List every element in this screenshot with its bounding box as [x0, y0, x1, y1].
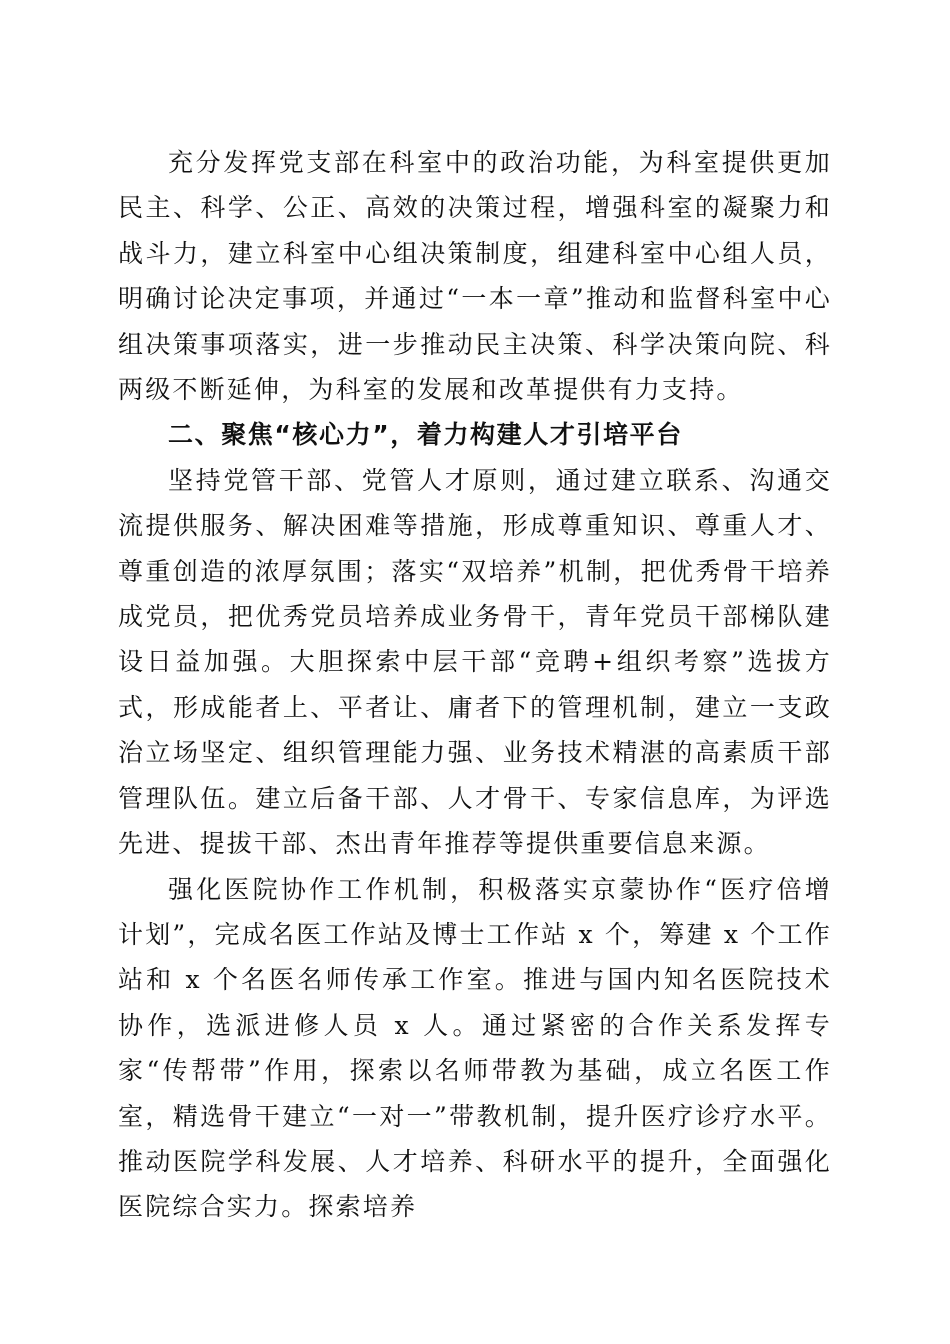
section-heading-2: 二、聚焦“核心力”，着力构建人才引培平台 — [168, 420, 683, 450]
paragraph-hospital-cooperation: 强化医院协作工作机制，积极落实京蒙协作“医疗倍增计划”，完成名医工作站及博士工作站 x 个，筹建 x 个工作站和 x 个名医名师传承工作室。推进与国内知名医院技术协作，选派进修人员 x 人。通过紧密的合作关系发挥专家“传帮带”作用，探索以名师带教为基础，成立名医工作室，精选骨干建立“一对一”带教机制，提升医疗诊疗水平。推动医院学科发展、人才培养、科研水平的提升，全面强化医院综合实力。探索培养 — [118, 874, 832, 1222]
paragraph-talent-principle: 坚持党管干部、党管人才原则，通过建立联系、沟通交流提供服务、解决困难等措施，形成尊重知识、尊重人才、尊重创造的浓厚氛围；落实“双培养”机制，把优秀骨干培养成党员，把优秀党员培养成业务骨干，青年党员干部梯队建设日益加强。大胆探索中层干部“竞聘+组织考察”选拔方式，形成能者上、平者让、庸者下的管理机制，建立一支政治立场坚定、组织管理能力强、业务技术精湛的高素质干部管理队伍。建立后备干部、人才骨干、专家信息库，为评选先进、提拔干部、杰出青年推荐等提供重要信息来源。 — [118, 465, 832, 859]
document-body — [118, 140, 832, 1230]
paragraph-party-branch: 充分发挥党支部在科室中的政治功能，为科室提供更加民主、科学、公正、高效的决策过程，增强科室的凝聚力和战斗力，建立科室中心组决策制度，组建科室中心组人员，明确讨论决定事项，并通过“一本一章”推动和监督科室中心组决策事项落实，进一步推动民主决策、科学决策向院、科两级不断延伸，为科室的发展和改革提供有力支持。 — [118, 148, 832, 405]
